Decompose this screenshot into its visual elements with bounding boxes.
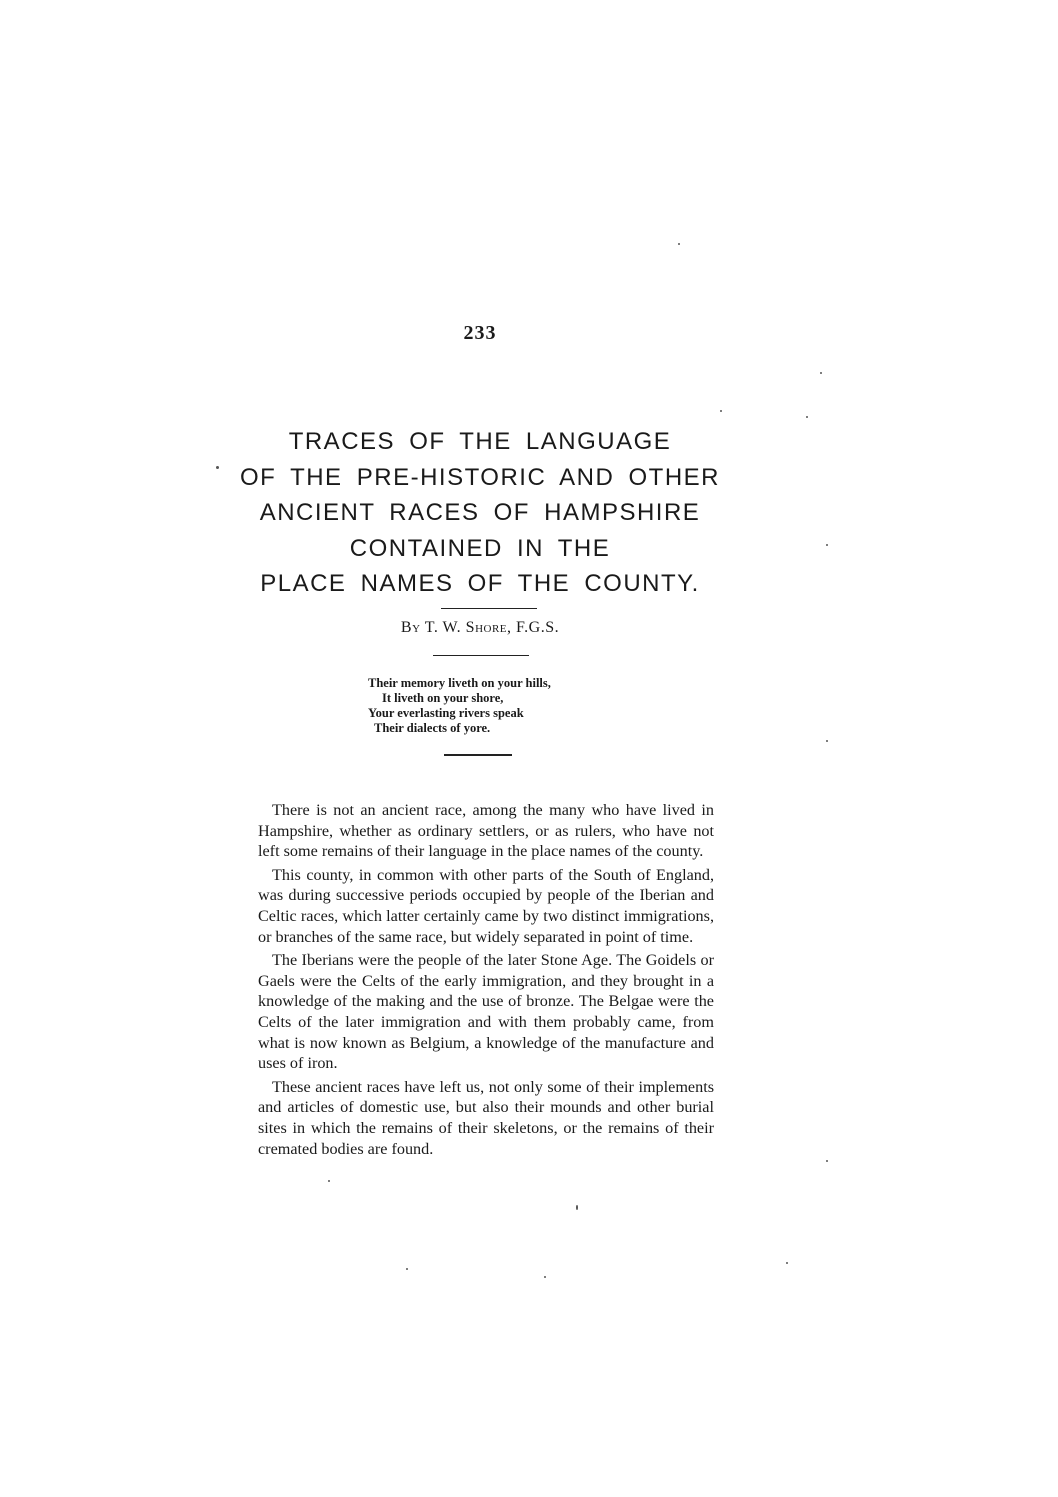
page-number: 233 [463, 322, 497, 344]
title-divider-rule [441, 608, 537, 609]
scan-speck [826, 544, 828, 546]
scan-speck [826, 740, 828, 742]
body-paragraph: The Iberians were the people of the later Stone Age. The Goidels or Gaels were the Celts of the early immigration, and they brought in a knowledge of the making and the use of bronze. The Belgae were the Celts of the later immigration and with them probably came, from what is now known as Belgium, a knowledge of the manufacture and uses of iron. [258, 951, 714, 1073]
title-line: ANCIENT RACES OF HAMPSHIRE [259, 499, 701, 526]
epigraph-line: Their memory liveth on your hills, [368, 676, 551, 690]
scan-speck [216, 466, 219, 469]
body-paragraph: These ancient races have left us, not only some of their implements and articles of domestic use, but also their mounds and other burial sites in which the remains of their skeletons, or the remains of their cremated bodies are found. [258, 1077, 714, 1158]
scan-speck [786, 1262, 788, 1264]
article-body [258, 800, 714, 1162]
title-line: TRACES OF THE LANGUAGE [288, 428, 672, 455]
epigraph-divider-rule [444, 754, 512, 756]
title-line: PLACE NAMES OF THE COUNTY. [260, 570, 700, 597]
scan-speck [678, 243, 680, 245]
byline-divider-rule [433, 655, 529, 656]
article-title [200, 424, 760, 602]
byline-surname: Shore, [465, 619, 512, 636]
scan-speck [806, 416, 808, 418]
byline-prefix: By [400, 619, 421, 636]
scan-speck [820, 372, 822, 374]
epigraph-line: Your everlasting rivers speak [368, 706, 524, 720]
scan-speck [406, 1268, 408, 1270]
scan-speck [576, 1205, 578, 1210]
body-paragraph: This county, in common with other parts of the South of England, was during successive periods occupied by people of the Iberian and Celtic races, which latter certainly came by two distinct immigrations, or branches of the same race, but widely separated in point of time. [258, 865, 714, 946]
title-line: CONTAINED IN THE [349, 534, 611, 562]
epigraph-verse [368, 676, 628, 736]
byline-suffix: F.G.S. [516, 619, 560, 636]
epigraph-line: Their dialects of yore. [374, 721, 491, 735]
body-paragraph: There is not an ancient race, among the many who have lived in Hampshire, whether as ordinary settlers, or as rulers, who have not left some remains of their language in the place names of the county. [258, 801, 714, 861]
scan-speck [328, 1180, 330, 1182]
epigraph-line: It liveth on your shore, [382, 691, 504, 705]
author-byline [0, 619, 960, 637]
title-line: OF THE PRE-HISTORIC AND OTHER [240, 463, 720, 491]
scan-speck [720, 410, 722, 412]
scan-speck [544, 1276, 546, 1278]
scan-speck [826, 1160, 828, 1162]
byline-initials: T. W. [424, 619, 462, 636]
